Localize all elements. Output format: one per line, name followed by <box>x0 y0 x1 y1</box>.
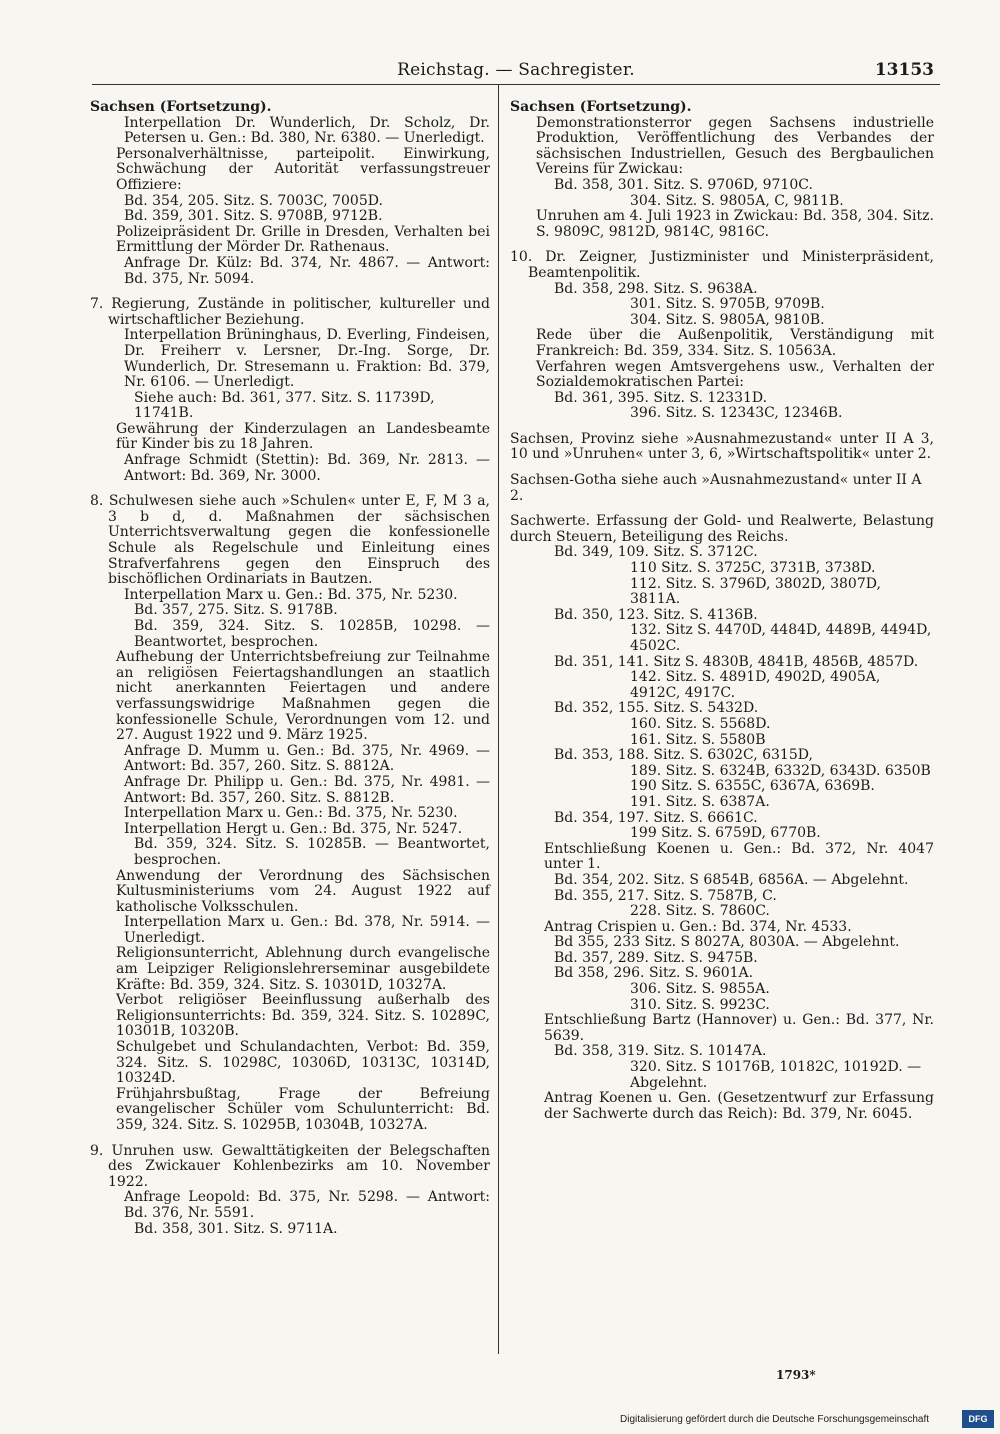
digitization-credit: Digitalisierung gefördert durch die Deutsche Forschungsgemeinschaft <box>620 1414 930 1425</box>
index-entry: 161. Sitz. S. 5580B <box>630 731 766 748</box>
index-entry: Religionsunterricht, Ablehnung durch evangelische am Leipziger Religionslehrerseminar ausgebildete Kräfte: Bd. 359, 324. Sitz. S. 10301D, 10327A. <box>116 945 490 993</box>
running-title: Reichstag. — Sachregister. <box>397 60 635 80</box>
index-entry: Bd. 354, 202. Sitz. S 6854B, 6856A. — Abgelehnt. <box>554 871 909 888</box>
index-entry: Gewährung der Kinderzulagen an Landesbeamte für Kinder bis zu 18 Jahren. <box>116 420 490 453</box>
index-entry: Interpellation Dr. Wunderlich, Dr. Scholz, Dr. Petersen u. Gen.: Bd. 380, Nr. 6380. — Unerledigt. <box>124 114 490 147</box>
index-entry: 189. Sitz. S. 6324B, 6332D, 6343D. 6350B <box>630 762 931 779</box>
index-entry: 199 Sitz. S. 6759D, 6770B. <box>630 825 821 842</box>
index-entry: Bd. 361, 395. Sitz. S. 12331D. <box>554 389 768 406</box>
index-entry: Bd. 351, 141. Sitz S. 4830B, 4841B, 4856B, 4857D. <box>554 653 919 670</box>
index-entry: Sachsen, Provinz siehe »Ausnahmezustand« unter II A 3, 10 und »Unruhen« unter 3, 6, »Wirtschaftspolitik« unter 2. <box>510 430 934 463</box>
index-entry: Frühjahrsbußtag, Frage der Befreiung evangelischer Schüler vom Schulunterricht: Bd. 359, 324. Sitz. S. 10295B, 10304B, 10327A. <box>116 1085 490 1133</box>
index-entry: Polizeipräsident Dr. Grille in Dresden, Verhalten bei Ermittlung der Mörder Dr. Rathenaus. <box>116 223 490 256</box>
index-entry: Siehe auch: Bd. 361, 377. Sitz. S. 11739D, 11741B. <box>134 389 435 422</box>
index-entry: 191. Sitz. S. 6387A. <box>630 793 770 810</box>
index-entry: Bd 355, 233 Sitz. S 8027A, 8030A. — Abgelehnt. <box>554 934 900 951</box>
index-entry: 110 Sitz. S. 3725C, 3731B, 3738D. <box>630 560 876 577</box>
index-entry: 320. Sitz. S 10176B, 10182C, 10192D. — Abgelehnt. <box>630 1059 922 1091</box>
index-entry: Bd. 358, 298. Sitz. S. 9638A. <box>554 280 758 297</box>
index-entry: 190 Sitz. S. 6355C, 6367A, 6369B. <box>630 778 875 795</box>
index-entry: Bd. 352, 155. Sitz. S. 5432D. <box>554 700 759 717</box>
index-entry: Interpellation Brüninghaus, D. Everling, Findeisen, Dr. Freiherr v. Lersner, Dr.-Ing. Sorge, Dr. Wunderlich, Dr. Stresemann u. Fraktion: Bd. 379, Nr. 6106. — Unerledigt. <box>124 327 490 391</box>
header-rule <box>92 84 940 85</box>
dfg-logo: DFG <box>962 1410 994 1428</box>
index-entry: Entschließung Koenen u. Gen.: Bd. 372, Nr. 4047 unter 1. <box>544 840 934 873</box>
index-entry: Bd. 349, 109. Sitz. S. 3712C. <box>554 544 758 561</box>
index-entry: 7. Regierung, Zustände in politischer, kultureller und wirtschaftlicher Beziehung. <box>90 296 490 328</box>
index-entry: 10. Dr. Zeigner, Justizminister und Ministerpräsident, Beamtenpolitik. <box>510 249 934 281</box>
page-number: 13153 <box>874 60 934 80</box>
left-column <box>90 100 490 1237</box>
index-entry: Bd. 359, 324. Sitz. S. 10285B. — Beantwortet, besprochen. <box>134 836 490 868</box>
index-entry: 301. Sitz. S. 9705B, 9709B. <box>630 296 825 313</box>
right-column <box>510 100 934 1122</box>
column-divider <box>498 84 499 1354</box>
page-header <box>92 58 940 84</box>
index-entry: Antrag Koenen u. Gen. (Gesetzentwurf zur Erfassung der Sachwerte durch das Reich): Bd. 379, Nr. 6045. <box>544 1090 934 1122</box>
sheet-number: 1793* <box>776 1368 816 1382</box>
index-entry: Bd. 354, 197. Sitz. S. 6661C. <box>554 809 758 826</box>
index-entry: Anfrage Dr. Külz: Bd. 374, Nr. 4867. — Antwort: Bd. 375, Nr. 5094. <box>124 254 490 287</box>
index-entry: Sachsen-Gotha siehe auch »Ausnahmezustand« unter II A 2. <box>510 472 922 504</box>
index-entry: Demonstrationsterror gegen Sachsens industrielle Produktion, Veröffentlichung des Verbandes der sächsischen Industriellen, Gesuch des Bergbaulichen Vereins für Zwickau: <box>536 114 934 178</box>
index-entry: Bd. 358, 301. Sitz. S. 9711A. <box>134 1220 338 1237</box>
index-entry: 9. Unruhen usw. Gewalttätigkeiten der Belegschaften des Zwickauer Kohlenbezirks am 10. November 1922. <box>90 1142 490 1190</box>
index-entry: Bd. 355, 217. Sitz. S. 7587B, C. <box>554 887 777 904</box>
index-entry: 228. Sitz. S. 7860C. <box>630 903 770 920</box>
index-entry: 160. Sitz. S. 5568D. <box>630 715 771 732</box>
index-entry: Bd. 359, 301. Sitz. S. 9708B, 9712B. <box>124 208 383 225</box>
index-entry: Bd. 350, 123. Sitz. S. 4136B. <box>554 606 758 623</box>
index-entry: Aufhebung der Unterrichtsbefreiung zur Teilnahme an religiösen Feiertagshandlungen an staatlich nicht anerkannten Feiertagen und andere verfassungswidrige Maßnahmen gegen die konfessionelle Schule, Verordnungen vom 12. und 27. August 1922 und 9. März 1925. <box>116 649 490 744</box>
index-entry: Anfrage D. Mumm u. Gen.: Bd. 375, Nr. 4969. — Antwort: Bd. 357, 260. Sitz. S. 8812A. <box>124 742 490 775</box>
index-entry: 396. Sitz. S. 12343C, 12346B. <box>630 405 843 422</box>
index-entry: Antrag Crispien u. Gen.: Bd. 374, Nr. 4533. <box>544 918 852 935</box>
index-entry: 8. Schulwesen siehe auch »Schulen« unter E, F, M 3 a, 3 b d, d. Maßnahmen der sächsischen Unterrichtsverwaltung gegen die konfessionelle Schule als Regelschule und Einleitung eines Strafverfahrens gegen den Einspruch des bischöflichen Ordinariats in Bautzen. <box>90 493 490 588</box>
index-entry: Verbot religiöser Beeinflussung außerhalb des Religionsunterrichts: Bd. 359, 324. Sitz. S. 10289C, 10301B, 10320B. <box>116 992 490 1040</box>
index-entry: Schulgebet und Schulandachten, Verbot: Bd. 359, 324. Sitz. S. 10298C, 10306D, 10313C, 10314D, 10324D. <box>116 1039 490 1087</box>
index-entry: Interpellation Hergt u. Gen.: Bd. 375, Nr. 5247. <box>124 820 463 837</box>
index-entry: Bd. 353, 188. Sitz. S. 6302C, 6315D, <box>554 747 813 764</box>
index-entry: Sachsen (Fortsetzung). <box>510 99 692 115</box>
index-entry: Bd. 358, 301. Sitz. S. 9706D, 9710C. <box>554 176 813 193</box>
index-entry: 304. Sitz. S. 9805A, C, 9811B. <box>630 192 844 209</box>
index-entry: Rede über die Außenpolitik, Verständigung mit Frankreich: Bd. 359, 334. Sitz. S. 10563A. <box>536 327 934 359</box>
index-entry: Sachsen (Fortsetzung). <box>90 99 272 115</box>
index-entry: Sachwerte. Erfassung der Gold- und Realwerte, Belastung durch Steuern, Beteiligung des Reichs. <box>510 513 934 545</box>
index-entry: Anfrage Dr. Philipp u. Gen.: Bd. 375, Nr. 4981. — Antwort: Bd. 357, 260. Sitz. S. 8812B. <box>124 773 490 806</box>
index-entry: 142. Sitz. S. 4891D, 4902D, 4905A, 4912C, 4917C. <box>630 669 881 701</box>
index-entry: Bd. 359, 324. Sitz. S. 10285B, 10298. — Beantwortet, besprochen. <box>134 618 490 650</box>
index-entry: Interpellation Marx u. Gen.: Bd. 378, Nr. 5914. — Unerledigt. <box>124 914 490 946</box>
index-entry: Bd. 357, 275. Sitz. S. 9178B. <box>134 602 338 619</box>
index-entry: 306. Sitz. S. 9855A. <box>630 981 770 998</box>
index-entry: Bd. 357, 289. Sitz. S. 9475B. <box>554 949 758 966</box>
index-entry: Unruhen am 4. Juli 1923 in Zwickau: Bd. 358, 304. Sitz. S. 9809C, 9812D, 9814C, 9816C. <box>536 208 934 240</box>
index-entry: 132. Sitz S. 4470D, 4484D, 4489B, 4494D, 4502C. <box>630 622 932 654</box>
index-entry: Personalverhältnisse, parteipolit. Einwirkung, Schwächung der Autorität verfassungstreuer Offiziere: <box>116 145 490 193</box>
index-entry: Interpellation Marx u. Gen.: Bd. 375, Nr. 5230. <box>124 586 458 603</box>
index-entry: 112. Sitz. S. 3796D, 3802D, 3807D, 3811A. <box>630 575 881 608</box>
index-entry: Anfrage Leopold: Bd. 375, Nr. 5298. — Antwort: Bd. 376, Nr. 5591. <box>124 1189 490 1221</box>
index-entry: 310. Sitz. S. 9923C. <box>630 996 770 1013</box>
index-entry: Entschließung Bartz (Hannover) u. Gen.: Bd. 377, Nr. 5639. <box>544 1012 934 1044</box>
index-entry: Anfrage Schmidt (Stettin): Bd. 369, Nr. 2813. — Antwort: Bd. 369, Nr. 3000. <box>124 452 490 484</box>
index-entry: Anwendung der Verordnung des Sächsischen Kultusministeriums vom 24. August 1922 auf katholische Volksschulen. <box>116 867 490 915</box>
index-entry: Bd 358, 296. Sitz. S. 9601A. <box>554 965 754 982</box>
index-entry: Verfahren wegen Amtsvergehens usw., Verhalten der Sozialdemokratischen Partei: <box>536 358 934 391</box>
index-entry: Interpellation Marx u. Gen.: Bd. 375, Nr. 5230. <box>124 805 458 822</box>
index-entry: Bd. 354, 205. Sitz. S. 7003C, 7005D. <box>124 192 383 209</box>
index-entry: 304. Sitz. S. 9805A, 9810B. <box>630 311 825 328</box>
index-entry: Bd. 358, 319. Sitz. S. 10147A. <box>554 1043 767 1060</box>
